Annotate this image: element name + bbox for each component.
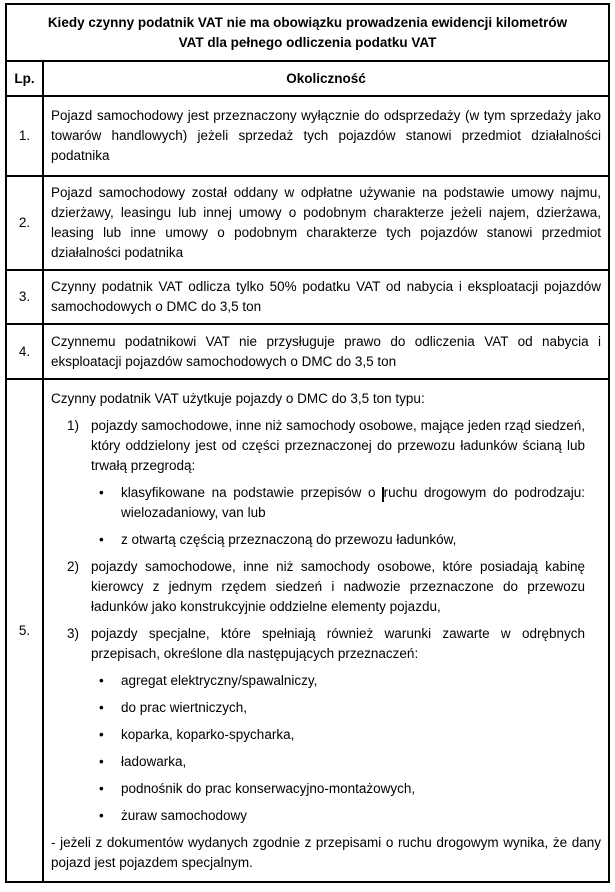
numbered-item-2-marker: 2) [67, 558, 80, 574]
numbered-item-3 [67, 624, 585, 664]
bullet-item-8-text: żuraw samochodowy [121, 807, 248, 823]
bullet-icon: • [99, 726, 104, 742]
table-row-5 [6, 379, 609, 882]
bullet-item-2-text: z otwartą częścią przeznaczoną do przewozu ładunków, [121, 531, 457, 547]
row-3-text: Czynny podatnik VAT odlicza tylko 50% podatku VAT od nabycia i eksploatacji pojazdów samochodowych o DMC do 3,5 ton [43, 270, 609, 324]
column-header-lp: Lp. [6, 61, 43, 96]
bullet-item-1-text-after-cursor: ruchu drogowym do podrodzaju: wielozadaniowy, van lub [121, 484, 585, 520]
bullet-item-1 [99, 483, 585, 523]
row-2-number: 2. [6, 176, 43, 270]
numbered-item-1-marker: 1) [67, 417, 80, 433]
bullet-icon: • [99, 699, 104, 715]
row-3-number: 3. [6, 270, 43, 324]
bullet-item-5-text: koparka, koparko-spycharka, [121, 726, 295, 742]
bullet-item-2 [99, 530, 585, 550]
bullet-icon: • [99, 780, 104, 796]
table-row-4 [6, 324, 609, 379]
bullet-icon: • [99, 484, 104, 500]
table-title-line-1: Kiedy czynny podatnik VAT nie ma obowiązku prowadzenia ewidencji kilometrów [47, 14, 568, 30]
numbered-item-2-text: pojazdy samochodowe, inne niż samochody osobowe, które posiadają kabinę kierowcy z jednym rzędem siedzeń i nadwozie przeznaczone do przewozu ładunków jako konstrukcyjnie oddzielne elementy pojazdu, [91, 558, 585, 614]
header-row [6, 61, 609, 96]
row-5-closing: - jeżeli z dokumentów wydanych zgodnie z przepisami o ruchu drogowym wynika, że dany pojazd jest pojazdem specjalnym. [51, 834, 601, 870]
row-1-text: Pojazd samochodowy jest przeznaczony wyłącznie do odsprzedaży (w tym sprzedaży jako towarów handlowych) jeżeli sprzedaż tych pojazdów stanowi przedmiot działalności podatnika [43, 96, 609, 176]
row-4-number: 4. [6, 324, 43, 379]
numbered-item-1 [67, 416, 585, 476]
bullet-item-3-text: agregat elektryczny/spawalniczy, [121, 672, 318, 688]
row-4-text: Czynnemu podatnikowi VAT nie przysługuje prawo do odliczenia VAT od nabycia i eksploatacji pojazdów samochodowych o DMC do 3,5 ton [43, 324, 609, 379]
bullet-item-7-text: podnośnik do prac konserwacyjno-montażowych, [121, 780, 416, 796]
bullet-item-6 [99, 752, 585, 772]
bullet-item-8 [99, 806, 585, 826]
numbered-item-1-text: pojazdy samochodowe, inne niż samochody osobowe, mające jeden rząd siedzeń, który oddzielony jest od części przeznaczonej do przewozu ładunków ścianą lub trwałą przegrodą: [91, 417, 585, 473]
row-5-intro: Czynny podatnik VAT użytkuje pojazdy o DMC do 3,5 ton typu: [51, 390, 425, 406]
table-row-1 [6, 96, 609, 176]
numbered-item-2 [67, 557, 585, 617]
bullet-icon: • [99, 672, 104, 688]
bullet-item-7 [99, 779, 585, 799]
title-row [6, 4, 609, 61]
table-row-2 [6, 176, 609, 270]
bullet-item-1-text-before-cursor: klasyfikowane na podstawie przepisów o [121, 484, 376, 500]
numbered-item-3-marker: 3) [67, 625, 80, 641]
vat-regulation-table [5, 3, 610, 883]
row-2-text: Pojazd samochodowy został oddany w odpłatne używanie na podstawie umowy najmu, dzierżawy, leasingu lub innej umowy o podobnym charakterze jeżeli najem, dzierżawa, leasing lub inne umowy o podobnym charakterze tych pojazdów stanowi przedmiot działalności podatnika [43, 176, 609, 270]
bullet-icon: • [99, 807, 104, 823]
column-header-okolicznosc: Okoliczność [43, 61, 609, 96]
row-5-number: 5. [6, 379, 43, 882]
bullet-item-5 [99, 725, 585, 745]
table-row-3 [6, 270, 609, 324]
bullet-icon: • [99, 753, 104, 769]
bullet-item-1-text [121, 483, 585, 523]
table-title [6, 4, 609, 61]
bullet-item-3 [99, 671, 585, 691]
numbered-item-3-text: pojazdy specjalne, które spełniają również warunki zawarte w odrębnych przepisach, określone dla następujących przeznaczeń: [91, 625, 585, 661]
bullet-item-4-text: do prac wiertniczych, [121, 699, 248, 715]
bullet-item-6-text: ładowarka, [121, 753, 187, 769]
bullet-icon: • [99, 531, 104, 547]
row-5-content [43, 379, 609, 882]
table-title-line-2: VAT dla pełnego odliczenia podatku VAT [178, 34, 437, 50]
bullet-item-4 [99, 698, 585, 718]
row-1-number: 1. [6, 96, 43, 176]
